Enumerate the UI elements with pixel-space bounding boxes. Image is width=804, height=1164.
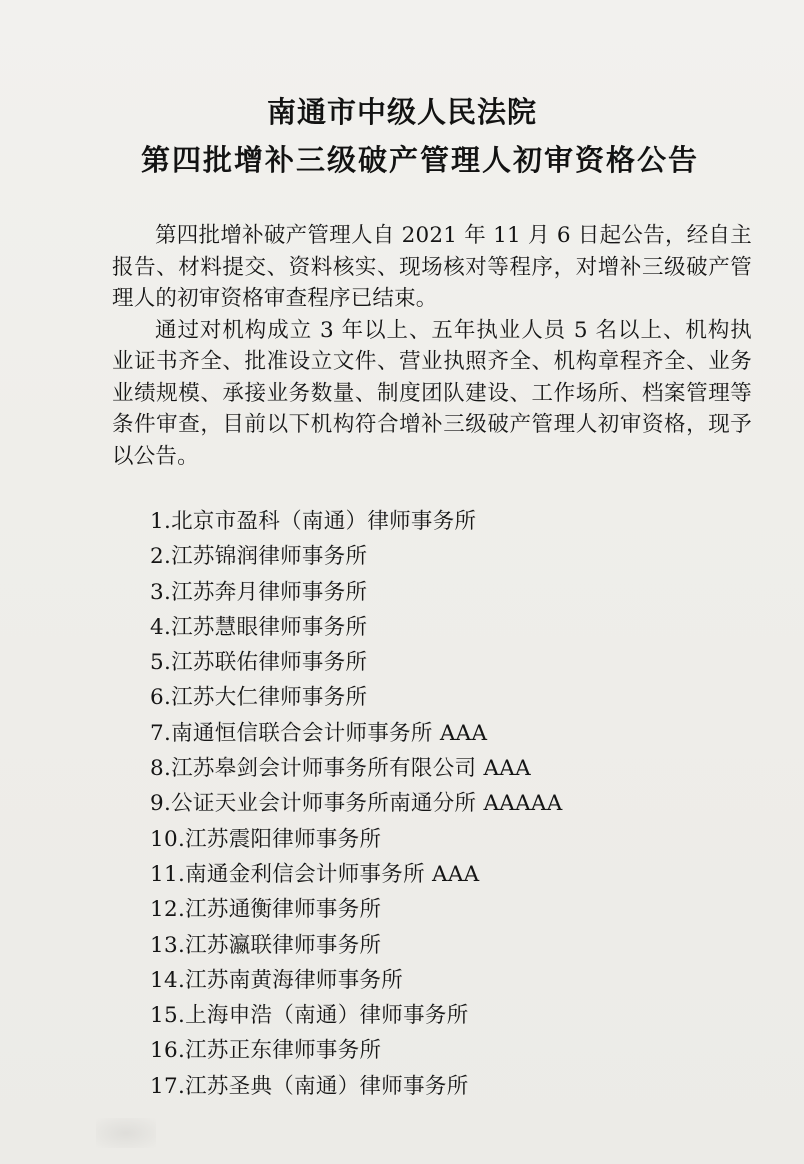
paragraph-intro: 第四批增补破产管理人自 2021 年 11 月 6 日起公告，经自主报告、材料提交、资料核实、现场核对等程序，对增补三级破产管理人的初审资格审查程序已结束。: [112, 223, 752, 311]
list-item: 2.江苏锦润律师事务所: [150, 544, 368, 570]
list-item: 8.江苏皋剑会计师事务所有限公司 AAA: [150, 756, 531, 782]
list-item: 4.江苏慧眼律师事务所: [150, 614, 368, 640]
approved-institution-list: [150, 504, 770, 1104]
list-item: 5.江苏联佑律师事务所: [150, 650, 368, 676]
list-item: 15.上海申浩（南通）律师事务所: [150, 1003, 469, 1029]
list-item: 17.江苏圣典（南通）律师事务所: [150, 1073, 469, 1099]
paper-smudge: [96, 1118, 156, 1148]
list-item: 16.江苏正东律师事务所: [150, 1038, 382, 1064]
list-item: 10.江苏震阳律师事务所: [150, 826, 382, 852]
notice-heading: 第四批增补三级破产管理人初审资格公告: [140, 143, 699, 177]
notice-body: [112, 220, 752, 472]
notice-title: [0, 88, 804, 184]
list-item: 9.公证天业会计师事务所南通分所 AAAAA: [150, 791, 563, 817]
court-name: 南通市中级人民法院: [266, 95, 537, 129]
list-item: 14.江苏南黄海律师事务所: [150, 967, 404, 993]
list-item: 1.北京市盈科（南通）律师事务所: [150, 509, 477, 534]
list-item: 3.江苏奔月律师事务所: [150, 579, 368, 605]
list-item: 12.江苏通衡律师事务所: [150, 897, 382, 923]
list-item: 6.江苏大仁律师事务所: [150, 685, 368, 711]
paragraph-criteria: 通过对机构成立 3 年以上、五年执业人员 5 名以上、机构执业证书齐全、批准设立文件、营业执照齐全、机构章程齐全、业务业绩规模、承接业务数量、制度团队建设、工作场所、档案管理等条件审查，目前以下机构符合增补三级破产管理人初审资格，现予以公告。: [112, 317, 752, 469]
list-item: 11.南通金利信会计师事务所 AAA: [150, 861, 480, 887]
list-item: 13.江苏瀛联律师事务所: [150, 932, 382, 958]
list-item: 7.南通恒信联合会计师事务所 AAA: [150, 720, 488, 746]
